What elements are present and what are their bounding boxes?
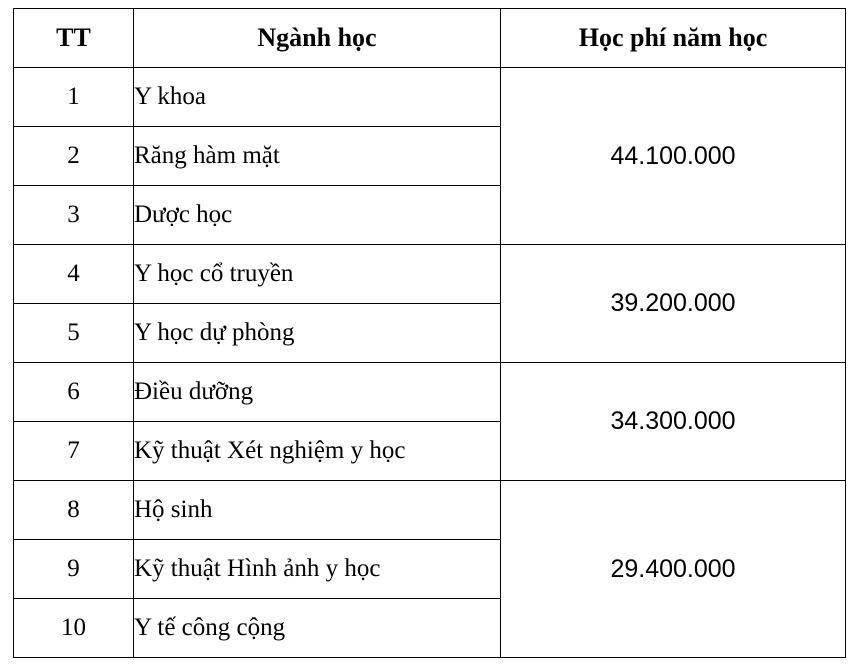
- major-name: Hộ sinh: [134, 481, 501, 540]
- row-number: 5: [14, 304, 134, 363]
- major-name: Y học dự phòng: [134, 304, 501, 363]
- row-number: 6: [14, 363, 134, 422]
- row-number: 2: [14, 127, 134, 186]
- major-name: Kỹ thuật Hình ảnh y học: [134, 540, 501, 599]
- major-name: Răng hàm mặt: [134, 127, 501, 186]
- major-name: Kỹ thuật Xét nghiệm y học: [134, 422, 501, 481]
- fee-amount: 39.200.000: [501, 245, 846, 363]
- table-row: [14, 481, 846, 540]
- row-number: 1: [14, 68, 134, 127]
- header-major: Ngành học: [134, 9, 501, 68]
- header-fee: Học phí năm học: [501, 9, 846, 68]
- row-number: 7: [14, 422, 134, 481]
- table-row: [14, 363, 846, 422]
- fee-amount: 34.300.000: [501, 363, 846, 481]
- row-number: 3: [14, 186, 134, 245]
- table-row: [14, 245, 846, 304]
- tuition-fee-table: [13, 8, 846, 658]
- major-name: Điều dưỡng: [134, 363, 501, 422]
- major-name: Y tế công cộng: [134, 599, 501, 658]
- major-name: Y khoa: [134, 68, 501, 127]
- row-number: 10: [14, 599, 134, 658]
- table-row: [14, 68, 846, 127]
- fee-amount: 44.100.000: [501, 68, 846, 245]
- row-number: 9: [14, 540, 134, 599]
- header-tt: TT: [14, 9, 134, 68]
- table-header-row: [14, 9, 846, 68]
- fee-amount: 29.400.000: [501, 481, 846, 658]
- major-name: Y học cổ truyền: [134, 245, 501, 304]
- major-name: Dược học: [134, 186, 501, 245]
- row-number: 4: [14, 245, 134, 304]
- row-number: 8: [14, 481, 134, 540]
